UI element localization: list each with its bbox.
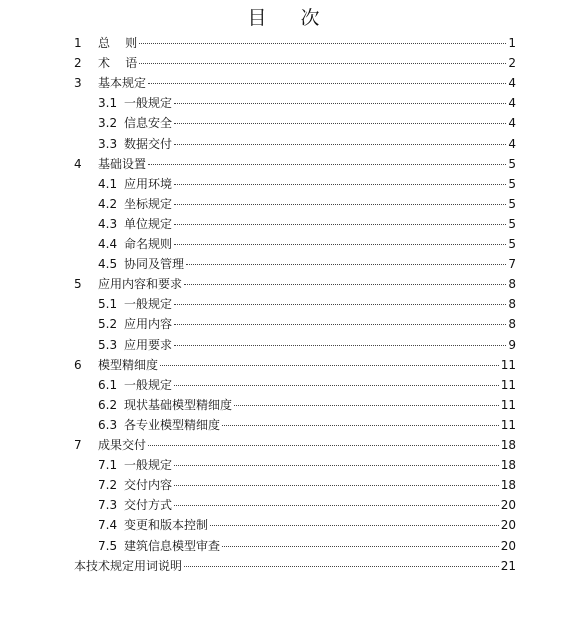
toc-entry-label: 基本规定 [98, 76, 147, 91]
toc-entry-page: 18 [500, 438, 516, 452]
toc-entry-label: 基础设置 [98, 156, 147, 171]
toc-entry-number: 4.1 [98, 176, 118, 191]
toc-entry[interactable] [98, 395, 516, 415]
toc-entry-page: 4 [508, 96, 516, 111]
toc-entry-page: 4 [508, 136, 516, 151]
toc-entry-label: 建筑信息模型审查 [124, 538, 221, 553]
toc-entry-label: 应用内容 [124, 317, 173, 332]
toc-leader-dots [174, 485, 499, 486]
toc-entry-label: 成果交付 [98, 438, 147, 452]
toc-entry-page: 21 [500, 558, 516, 573]
toc-entry[interactable] [74, 556, 516, 576]
toc-entry-page: 5 [508, 237, 516, 251]
toc-entry-page: 5 [508, 176, 516, 191]
toc-entry-page: 9 [508, 337, 516, 352]
toc-entry-label: 协同及管理 [124, 257, 185, 272]
toc-entry-number: 5.1 [98, 297, 118, 312]
toc-leader-dots [174, 224, 506, 225]
toc-entry[interactable] [74, 355, 516, 375]
toc-entry-page: 11 [500, 357, 516, 372]
toc-entry-page: 11 [500, 417, 516, 432]
toc-entry-page: 4 [508, 76, 516, 91]
toc-entry[interactable] [98, 515, 516, 535]
toc-leader-dots [174, 103, 506, 104]
toc-entry-number: 4.5 [98, 257, 118, 272]
toc-entry-number: 3 [74, 76, 82, 91]
toc-entry[interactable] [74, 435, 516, 455]
toc-entry-page: 1 [508, 36, 516, 50]
toc-entry-number: 5 [74, 277, 82, 292]
toc-entry-label: 坐标规定 [124, 196, 173, 211]
toc-entry-number: 4.3 [98, 216, 118, 231]
toc-entry-label: 单位规定 [124, 216, 173, 231]
toc-entry[interactable] [98, 455, 516, 475]
toc-entry-label: 变更和版本控制 [124, 518, 209, 533]
toc-entry[interactable] [74, 53, 516, 73]
toc-entry-page: 5 [508, 216, 516, 231]
toc-entry[interactable] [98, 495, 516, 515]
toc-entry-page: 7 [508, 257, 516, 272]
toc-entry-page: 8 [508, 317, 516, 332]
toc-entry-label: 现状基础模型精细度 [124, 397, 233, 412]
toc-entry-label: 总 则 [98, 36, 138, 50]
toc-entry-label: 信息安全 [124, 116, 173, 131]
toc-entry-label: 各专业模型精细度 [124, 417, 221, 432]
toc-entry-page: 20 [500, 518, 516, 533]
toc-entry[interactable] [98, 314, 516, 334]
toc-entry-page: 5 [508, 196, 516, 211]
toc-entry-page: 4 [508, 116, 516, 131]
toc-leader-dots [174, 505, 499, 506]
toc-entry-label: 一般规定 [124, 377, 173, 392]
toc-entry-label: 一般规定 [124, 96, 173, 111]
toc-entry-page: 11 [500, 397, 516, 412]
toc-entry-page: 20 [500, 498, 516, 513]
toc-entry-page: 5 [508, 156, 516, 171]
toc-leader-dots [210, 525, 499, 526]
toc-entry-label: 应用环境 [124, 176, 173, 191]
toc-entry[interactable] [98, 93, 516, 113]
toc-entry[interactable] [98, 415, 516, 435]
toc-entry-label: 模型精细度 [98, 357, 159, 372]
toc-leader-dots [186, 264, 506, 265]
toc-entry-number: 1 [74, 36, 82, 50]
toc-entry-label: 命名规则 [124, 237, 173, 251]
page-title: 目 次 [247, 7, 334, 29]
toc-entry-number: 7.1 [98, 458, 118, 473]
toc-entry-number: 4 [74, 156, 82, 171]
toc-entry[interactable] [98, 475, 516, 495]
toc-leader-dots [148, 83, 506, 84]
toc-leader-dots [139, 63, 506, 64]
toc-leader-dots [148, 445, 499, 446]
toc-leader-dots [174, 204, 506, 205]
toc-entry-page: 8 [508, 297, 516, 312]
toc-entry-number: 7.2 [98, 478, 118, 493]
toc-leader-dots [184, 284, 506, 285]
toc-entry[interactable] [98, 194, 516, 214]
toc-leader-dots [174, 465, 499, 466]
toc-leader-dots [174, 184, 506, 185]
toc-leader-dots [174, 244, 506, 245]
toc-entry[interactable] [98, 174, 516, 194]
toc-leader-dots [139, 43, 506, 44]
toc-leader-dots [174, 324, 506, 325]
toc-entry-number: 2 [74, 56, 82, 71]
toc-entry-number: 3.2 [98, 116, 118, 131]
toc-leader-dots [234, 405, 499, 406]
toc-leader-dots [148, 164, 506, 165]
toc-entry-number: 7.4 [98, 518, 118, 533]
toc-entry-label: 一般规定 [124, 297, 173, 312]
toc-entry-label: 交付方式 [124, 498, 173, 513]
toc-leader-dots [174, 144, 506, 145]
toc-entry[interactable] [98, 214, 516, 234]
toc-entry-number: 7.5 [98, 538, 118, 553]
toc-entry[interactable] [98, 134, 516, 154]
toc-entry-number: 6.2 [98, 397, 118, 412]
toc-entry-label: 数据交付 [124, 136, 173, 151]
toc-entry[interactable] [74, 33, 516, 53]
toc-entry-number: 7.3 [98, 498, 118, 513]
toc-entry-label: 应用内容和要求 [98, 277, 183, 292]
toc-entry[interactable] [74, 154, 516, 174]
toc-entry[interactable] [98, 113, 516, 133]
toc-entry-page: 8 [508, 277, 516, 292]
toc-entry-label: 术 语 [98, 56, 138, 71]
toc-leader-dots [222, 425, 499, 426]
toc-entry-number: 6.3 [98, 417, 118, 432]
toc-entry-label: 一般规定 [124, 458, 173, 473]
toc-entry-number: 5.3 [98, 337, 118, 352]
toc-entry-number: 6.1 [98, 377, 118, 392]
toc-leader-dots [184, 566, 499, 567]
toc-entry-number: 6 [74, 357, 82, 372]
toc-leader-dots [174, 345, 506, 346]
toc-entry-label: 交付内容 [124, 478, 173, 493]
toc-entry-label: 应用要求 [124, 337, 173, 352]
toc-entry[interactable] [98, 234, 516, 254]
toc-entry-number: 4.2 [98, 196, 118, 211]
toc-entry[interactable] [98, 375, 516, 395]
toc-entry[interactable] [98, 536, 516, 556]
toc-leader-dots [160, 365, 499, 366]
toc-entry-number: 4.4 [98, 237, 118, 251]
toc-entry-page: 11 [500, 377, 516, 392]
toc-entry[interactable] [98, 254, 516, 274]
toc-entry-page: 18 [500, 478, 516, 493]
toc-entry-page: 20 [500, 538, 516, 553]
toc-entry-number: 7 [74, 438, 82, 452]
toc-entry-label: 本技术规定用词说明 [74, 558, 183, 573]
toc-entry-number: 3.1 [98, 96, 118, 111]
toc-entry[interactable] [98, 294, 516, 314]
toc-entry-number: 5.2 [98, 317, 118, 332]
toc-entry-number: 3.3 [98, 136, 118, 151]
toc-leader-dots [174, 304, 506, 305]
toc-leader-dots [174, 123, 506, 124]
toc-entry-page: 2 [508, 56, 516, 71]
toc-leader-dots [222, 546, 499, 547]
toc-entry[interactable] [74, 274, 516, 294]
toc-entry-page: 18 [500, 458, 516, 473]
toc-leader-dots [174, 385, 499, 386]
toc-entry[interactable] [74, 73, 516, 93]
toc-entry[interactable] [98, 335, 516, 355]
